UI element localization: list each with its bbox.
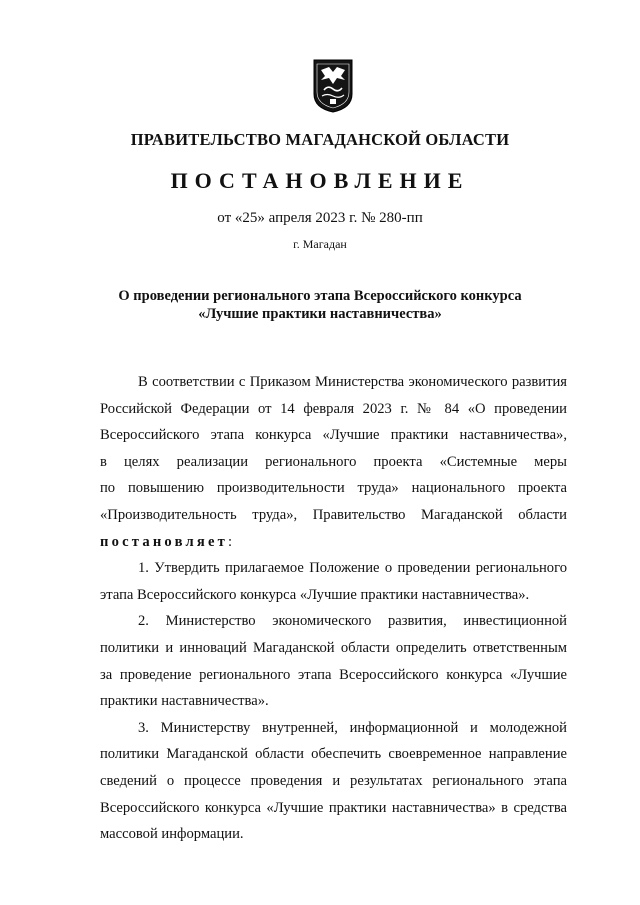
preamble-line: Российской Федерации от 14 февраля 2023 г. № 84 «О проведении xyxy=(100,400,567,417)
title-line: О проведении регионального этапа Всероссийского конкурса xyxy=(118,288,522,304)
preamble-line: в целях реализации регионального проекта «Системные меры xyxy=(100,453,567,470)
item-2-line: 2. Министерство экономического развития, инвестиционной xyxy=(138,613,567,630)
document-type: ПОСТАНОВЛЕНИЕ xyxy=(170,168,470,193)
decides-colon: : xyxy=(228,533,233,550)
document-title xyxy=(0,287,640,323)
decides-word: постановляет xyxy=(100,533,228,550)
coat-of-arms-icon xyxy=(312,58,354,114)
item-3-line: сведений о процессе проведения и результатах регионального этапа xyxy=(100,772,567,789)
document-body xyxy=(100,369,567,848)
preamble-line: «Производительность труда», Правительство Магаданской области xyxy=(100,506,567,523)
preamble-line: Всероссийского этапа конкурса «Лучшие практики наставничества», xyxy=(100,427,567,444)
item-3-line: Всероссийского конкурса «Лучшие практики наставничества» в средства xyxy=(100,799,567,816)
item-2-line: политики и инноваций Магаданской области определить ответственным xyxy=(100,639,567,656)
item-2-line: практики наставничества». xyxy=(100,693,269,710)
title-line: «Лучшие практики наставничества» xyxy=(198,306,442,322)
preamble-line: В соответствии с Приказом Министерства экономического развития xyxy=(138,374,567,390)
item-1-line: 1. Утвердить прилагаемое Положение о проведении регионального xyxy=(138,560,567,577)
preamble-line: по повышению производительности труда» национального проекта xyxy=(100,480,567,497)
item-2-line: за проведение регионального этапа Всероссийского конкурса «Лучшие xyxy=(100,666,567,683)
decides-line xyxy=(100,529,567,556)
item-3-line: политики Магаданской области обеспечить своевременное направление xyxy=(100,746,567,763)
organization-name: ПРАВИТЕЛЬСТВО МАГАДАНСКОЙ ОБЛАСТИ xyxy=(130,130,510,149)
item-3-line: массовой информации. xyxy=(100,826,244,843)
item-1-line: этапа Всероссийского конкурса «Лучшие практики наставничества». xyxy=(100,586,530,603)
document-date-number: от «25» апреля 2023 г. № 280-пп xyxy=(217,210,423,226)
item-3-line: 3. Министерству внутренней, информационной и молодежной xyxy=(138,719,567,736)
document-city: г. Магадан xyxy=(293,237,347,251)
